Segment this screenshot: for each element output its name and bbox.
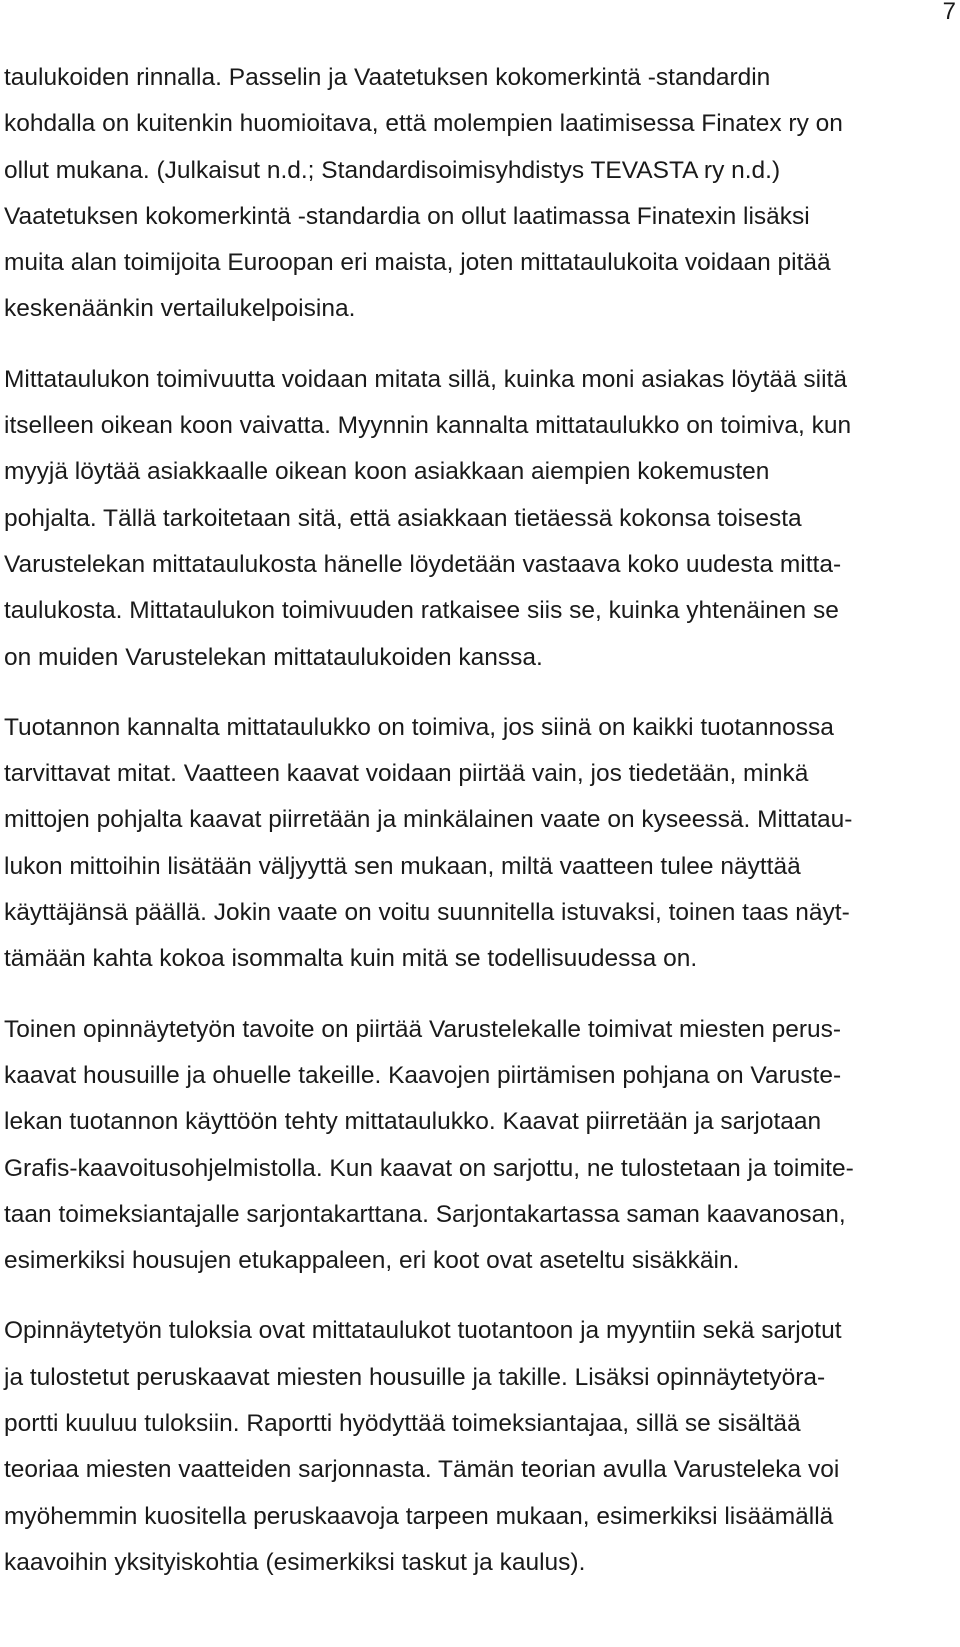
text-line: tämään kahta kokoa isommalta kuin mitä se todellisuudessa on. [4, 945, 698, 973]
text-line: ja tulostetut peruskaavat miesten housuille ja takille. Lisäksi opinnäytetyöra- [4, 1363, 826, 1391]
text-line: myyjä löytää asiakkaalle oikean koon asiakkaan aiempien kokemusten [4, 458, 770, 486]
paragraph-spacer [4, 1284, 954, 1308]
text-line: Opinnäytetyön tuloksia ovat mittataulukot tuotantoon ja myyntiin sekä sarjotut [4, 1317, 842, 1345]
paragraph [4, 1007, 954, 1285]
text-line: tarvittavat mitat. Vaatteen kaavat voidaan piirtää vain, jos tiedetään, minkä [4, 760, 809, 788]
text-line: kaavat housuille ja ohuelle takeille. Kaavojen piirtämisen pohjana on Varuste- [4, 1061, 842, 1089]
paragraph [4, 357, 954, 681]
page-number: 7 [942, 0, 956, 25]
text-line: käyttäjänsä päällä. Jokin vaate on voitu suunnitella istuvaksi, toinen taas näyt- [4, 899, 850, 927]
text-line: kaavoihin yksityiskohtia (esimerkiksi taskut ja kaulus). [4, 1548, 586, 1576]
paragraph-spacer [4, 333, 954, 357]
paragraph [4, 1308, 954, 1586]
text-line: Mittataulukon toimivuutta voidaan mitata sillä, kuinka moni asiakas löytää siitä [4, 365, 847, 393]
text-line: teoriaa miesten vaatteiden sarjonnasta. Tämän teorian avulla Varusteleka voi [4, 1456, 840, 1484]
paragraph [4, 55, 954, 333]
text-line: itselleen oikean koon vaivatta. Myynnin kannalta mittataulukko on toimiva, kun [4, 412, 852, 440]
text-line: esimerkiksi housujen etukappaleen, eri koot ovat aseteltu sisäkkäin. [4, 1247, 740, 1275]
text-line: Toinen opinnäytetyön tavoite on piirtää Varustelekalle toimivat miesten perus- [4, 1015, 842, 1043]
text-line: ollut mukana. (Julkaisut n.d.; Standardisoimisyhdistys TEVASTA ry n.d.) [4, 156, 781, 184]
text-line: muita alan toimijoita Euroopan eri maista, joten mittataulukoita voidaan pitää [4, 249, 831, 277]
text-line: lekan tuotannon käyttöön tehty mittataulukko. Kaavat piirretään ja sarjotaan [4, 1108, 822, 1136]
paragraph-spacer [4, 983, 954, 1007]
text-line: Tuotannon kannalta mittataulukko on toimiva, jos siinä on kaikki tuotannossa [4, 713, 834, 741]
text-line: Vaatetuksen kokomerkintä -standardia on ollut laatimassa Finatexin lisäksi [4, 202, 810, 230]
text-line: taan toimeksiantajalle sarjontakarttana. Sarjontakartassa saman kaavanosan, [4, 1200, 846, 1228]
text-line: portti kuuluu tuloksiin. Raportti hyödyttää toimeksiantajaa, sillä se sisältää [4, 1410, 801, 1438]
text-line: on muiden Varustelekan mittataulukoiden kanssa. [4, 643, 543, 671]
text-line: myöhemmin kuositella peruskaavoja tarpeen mukaan, esimerkiksi lisäämällä [4, 1502, 834, 1530]
paragraph-spacer [4, 681, 954, 705]
text-line: mittojen pohjalta kaavat piirretään ja minkälainen vaate on kyseessä. Mittatau- [4, 806, 853, 834]
document-body [4, 55, 954, 1586]
text-line: taulukoiden rinnalla. Passelin ja Vaatetuksen kokomerkintä -standardin [4, 64, 771, 91]
text-line: taulukosta. Mittataulukon toimivuuden ratkaisee siis se, kuinka yhtenäinen se [4, 597, 839, 625]
text-line: kohdalla on kuitenkin huomioitava, että molempien laatimisessa Finatex ry on [4, 110, 843, 138]
text-line: Varustelekan mittataulukosta hänelle löydetään vastaava koko uudesta mitta- [4, 550, 842, 578]
text-line: lukon mittoihin lisätään väljyyttä sen mukaan, miltä vaatteen tulee näyttää [4, 852, 801, 880]
text-line: keskenäänkin vertailukelpoisina. [4, 295, 356, 323]
text-line: pohjalta. Tällä tarkoitetaan sitä, että asiakkaan tietäessä kokonsa toisesta [4, 504, 802, 532]
paragraph [4, 705, 954, 983]
text-line: Grafis-kaavoitusohjelmistolla. Kun kaavat on sarjottu, ne tulostetaan ja toimite- [4, 1154, 854, 1182]
